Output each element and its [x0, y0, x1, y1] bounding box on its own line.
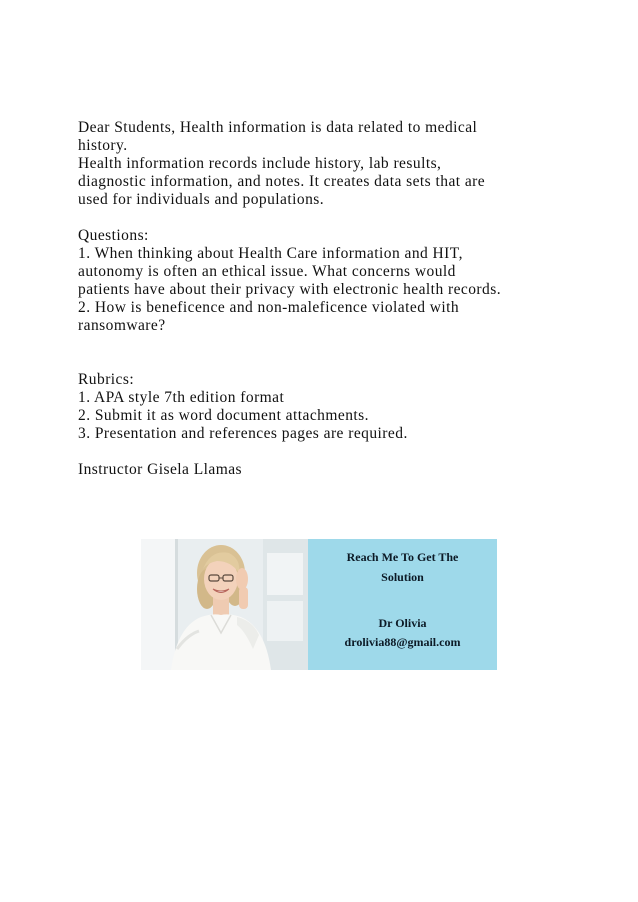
promo-headline: Reach Me To Get The	[346, 550, 459, 564]
promo-headline-2: Solution	[381, 570, 424, 584]
intro-line: used for individuals and populations.	[78, 191, 325, 208]
contact-card	[308, 539, 497, 670]
contact-email[interactable]: drolivia88@gmail.com	[344, 635, 461, 649]
instructor-signature: Instructor Gisela Llamas	[78, 461, 243, 478]
intro-line: Dear Students, Health information is data related to medical	[78, 119, 478, 136]
contact-name: Dr Olivia	[378, 616, 427, 630]
questions-heading: Questions:	[78, 227, 149, 244]
intro-line: history.	[78, 137, 128, 154]
intro-line: Health information records include history, lab results,	[78, 155, 442, 172]
rubrics-heading: Rubrics:	[78, 371, 135, 388]
rubric-item: 1. APA style 7th edition format	[78, 389, 285, 406]
question-line: 2. How is beneficence and non-maleficence violated with	[78, 299, 460, 316]
question-line: patients have about their privacy with electronic health records.	[78, 281, 502, 298]
intro-line: diagnostic information, and notes. It creates data sets that are	[78, 173, 486, 190]
document-body	[78, 119, 598, 479]
question-line: ransomware?	[78, 317, 166, 334]
question-line: autonomy is often an ethical issue. What concerns would	[78, 263, 456, 280]
rubric-item: 3. Presentation and references pages are required.	[78, 425, 408, 442]
promo-banner	[141, 539, 497, 670]
question-line: 1. When thinking about Health Care information and HIT,	[78, 245, 463, 262]
promo-photo	[141, 539, 308, 670]
rubric-item: 2. Submit it as word document attachments.	[78, 407, 369, 424]
woman-portrait-image	[141, 539, 308, 670]
